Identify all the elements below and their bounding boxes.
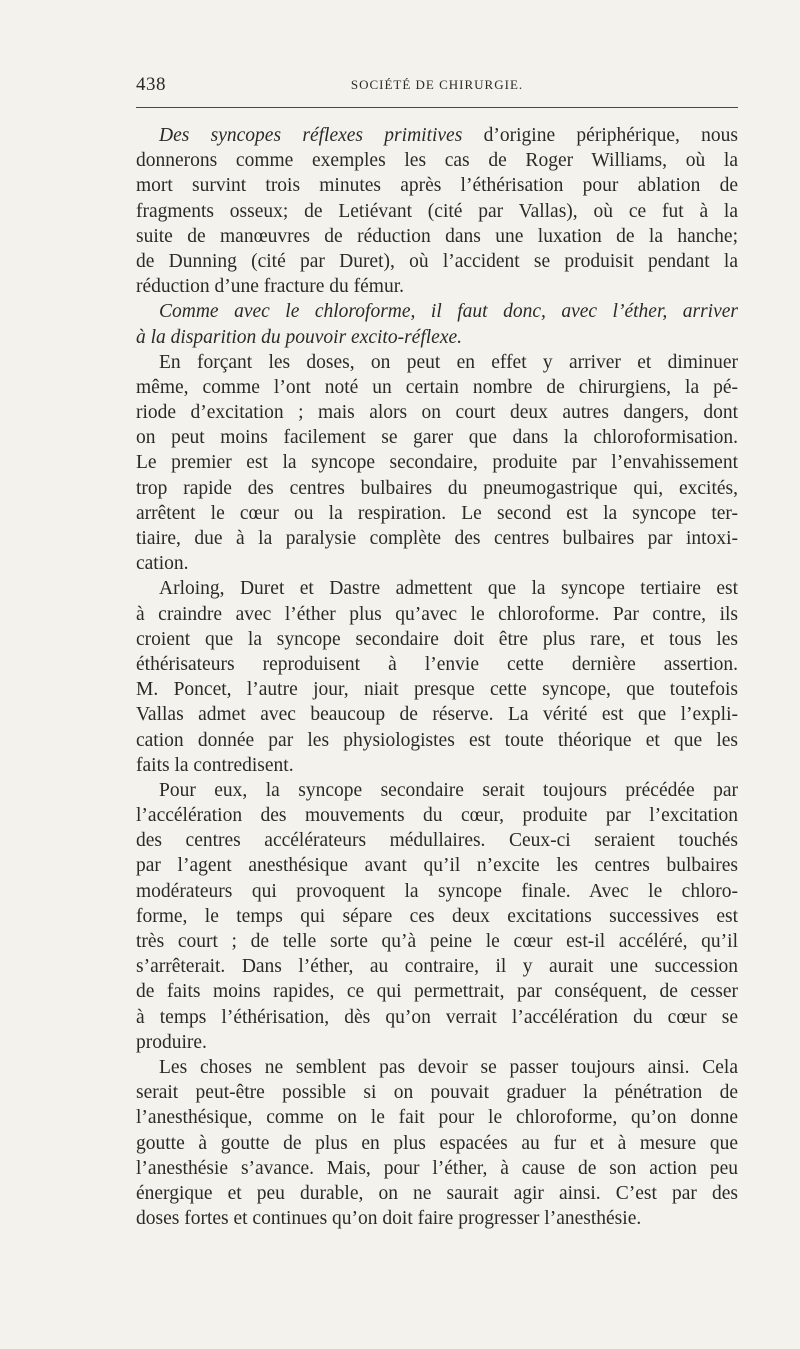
text-line bbox=[136, 476, 738, 501]
text-run: à craindre avec l’éther plus qu’avec le chloroforme. Par contre, ils bbox=[136, 603, 738, 625]
text-line bbox=[136, 979, 738, 1004]
text-line bbox=[136, 702, 738, 727]
text-run: Le premier est la syncope secondaire, produite par l’envahissement bbox=[136, 452, 738, 474]
text-run: M. Poncet, l’autre jour, niait presque cette syncope, que toutefois bbox=[136, 679, 738, 701]
text-line bbox=[136, 1055, 738, 1080]
italic-text: Des syncopes réflexes primitives bbox=[159, 125, 463, 146]
italic-text: à la disparition du pouvoir excito-réflexe. bbox=[136, 326, 463, 348]
text-run: donnerons comme exemples les cas de Roger Williams, où la bbox=[136, 150, 738, 172]
header-rule bbox=[136, 107, 738, 108]
paragraph bbox=[136, 1055, 738, 1231]
text-line bbox=[136, 199, 738, 224]
text-line bbox=[136, 1156, 738, 1181]
text-line bbox=[136, 1005, 738, 1030]
text-run: Les choses ne semblent pas devoir se passer toujours ainsi. Cela bbox=[159, 1056, 738, 1078]
text-run: En forçant les doses, on peut en effet y arriver et diminuer bbox=[159, 351, 738, 373]
text-line bbox=[136, 1080, 738, 1105]
text-run: réduction d’une fracture du fémur. bbox=[136, 276, 405, 298]
text-run: Pour eux, la syncope secondaire serait toujours précédée par bbox=[159, 779, 738, 801]
text-line bbox=[136, 299, 738, 324]
text-run: cation. bbox=[136, 553, 189, 575]
text-line bbox=[136, 627, 738, 652]
text-line bbox=[136, 828, 738, 853]
text-line bbox=[136, 853, 738, 878]
text-line bbox=[136, 879, 738, 904]
text-run: serait peut-être possible si on pouvait graduer la pénétration de bbox=[136, 1082, 738, 1104]
text-run: fragments osseux; de Letiévant (cité par Vallas), où ce fut à la bbox=[136, 200, 738, 222]
text-line bbox=[136, 450, 738, 475]
text-line bbox=[136, 1181, 738, 1206]
text-line bbox=[136, 904, 738, 929]
text-line bbox=[136, 375, 738, 400]
text-run: éthérisateurs reproduisent à l’envie cette dernière assertion. bbox=[136, 653, 738, 675]
text-line bbox=[136, 602, 738, 627]
text-line bbox=[136, 576, 738, 601]
text-run: l’anesthésie s’avance. Mais, pour l’éther, à cause de son action peu bbox=[136, 1157, 738, 1179]
text-line bbox=[136, 249, 738, 274]
text-run: Arloing, Duret et Dastre admettent que la syncope tertiaire est bbox=[159, 578, 738, 600]
text-line bbox=[136, 677, 738, 702]
text-run: tiaire, due à la paralysie complète des centres bulbaires par intoxi- bbox=[136, 528, 738, 549]
text-run: des centres accélérateurs médullaires. Ceux-ci seraient touchés bbox=[136, 830, 738, 852]
running-title: SOCIÉTÉ DE CHIRURGIE. bbox=[350, 77, 524, 92]
text-run: l’accélération des mouvements du cœur, produite par l’excitation bbox=[136, 805, 738, 827]
text-line bbox=[136, 1131, 738, 1156]
text-line bbox=[136, 325, 738, 350]
text-run: même, comme l’ont noté un certain nombre de chirurgiens, la pé- bbox=[136, 376, 738, 398]
text-run: mort survint trois minutes après l’éthérisation pour ablation de bbox=[136, 175, 738, 197]
text-line bbox=[136, 425, 738, 450]
text-line bbox=[136, 274, 738, 299]
text-line bbox=[136, 1206, 738, 1231]
text-run: suite de manœuvres de réduction dans une luxation de la hanche; bbox=[136, 225, 738, 247]
text-line bbox=[136, 148, 738, 173]
paragraph bbox=[136, 123, 738, 299]
text-run: s’arrêterait. Dans l’éther, au contraire, il y aurait une succession bbox=[136, 956, 738, 978]
text-line bbox=[136, 778, 738, 803]
text-run: par l’agent anesthésique avant qu’il n’excite les centres bulbaires bbox=[136, 855, 738, 877]
text-run: goutte à goutte de plus en plus espacées au fur et à mesure que bbox=[136, 1132, 738, 1154]
text-line bbox=[136, 1105, 738, 1130]
text-line bbox=[136, 728, 738, 753]
page-number: 438 bbox=[136, 74, 166, 95]
text-run: cation donnée par les physiologistes est toute théorique et que les bbox=[136, 729, 738, 751]
text-run: d’origine périphérique, nous bbox=[462, 125, 739, 146]
paragraph bbox=[136, 299, 738, 349]
text-line bbox=[136, 803, 738, 828]
text-line bbox=[136, 350, 738, 375]
text-line bbox=[136, 753, 738, 778]
paragraph bbox=[136, 576, 738, 778]
text-run: forme, le temps qui sépare ces deux excitations successives est bbox=[136, 905, 738, 927]
text-line bbox=[136, 400, 738, 425]
text-line bbox=[136, 954, 738, 979]
text-line bbox=[136, 224, 738, 249]
text-line bbox=[136, 1030, 738, 1055]
paragraph bbox=[136, 350, 738, 577]
text-line bbox=[136, 173, 738, 198]
text-run: de Dunning (cité par Duret), où l’accident se produisit pendant la bbox=[136, 250, 738, 272]
italic-text: Comme avec le chloroforme, il faut donc, avec l’éther, arriver bbox=[159, 301, 738, 323]
text-run: faits la contredisent. bbox=[136, 754, 294, 776]
body-text bbox=[136, 123, 738, 1231]
text-line bbox=[136, 551, 738, 576]
text-run: riode d’excitation ; mais alors on court deux autres dangers, dont bbox=[136, 402, 738, 424]
text-line bbox=[136, 652, 738, 677]
text-run: produire. bbox=[136, 1031, 207, 1053]
page-header bbox=[136, 74, 738, 96]
text-line bbox=[136, 501, 738, 526]
text-run: à temps l’éthérisation, dès qu’on verrait l’accélération du cœur se bbox=[136, 1006, 738, 1028]
text-run: de faits moins rapides, ce qui permettrait, par conséquent, de cesser bbox=[136, 981, 738, 1003]
paragraph bbox=[136, 778, 738, 1055]
text-line bbox=[136, 526, 738, 551]
text-run: modérateurs qui provoquent la syncope finale. Avec le chloro- bbox=[136, 880, 738, 902]
text-run: énergique et peu durable, on ne saurait agir ainsi. C’est par des bbox=[136, 1182, 738, 1204]
text-run: on peut moins facilement se garer que dans la chloroformisation. bbox=[136, 427, 738, 449]
text-run: Vallas admet avec beaucoup de réserve. La vérité est que l’expli- bbox=[136, 704, 738, 726]
text-run: arrêtent le cœur ou la respiration. Le second est la syncope ter- bbox=[136, 502, 738, 524]
text-run: très court ; de telle sorte qu’à peine le cœur est-il accéléré, qu’il bbox=[136, 931, 738, 952]
text-run: croient que la syncope secondaire doit être plus rare, et tous les bbox=[136, 628, 738, 650]
text-line bbox=[136, 123, 738, 148]
text-run: doses fortes et continues qu’on doit faire progresser l’anesthésie. bbox=[136, 1208, 642, 1230]
text-line bbox=[136, 929, 738, 954]
text-run: trop rapide des centres bulbaires du pneumogastrique qui, excités, bbox=[136, 477, 738, 499]
text-run: l’anesthésique, comme on le fait pour le chloroforme, qu’on donne bbox=[136, 1107, 738, 1129]
